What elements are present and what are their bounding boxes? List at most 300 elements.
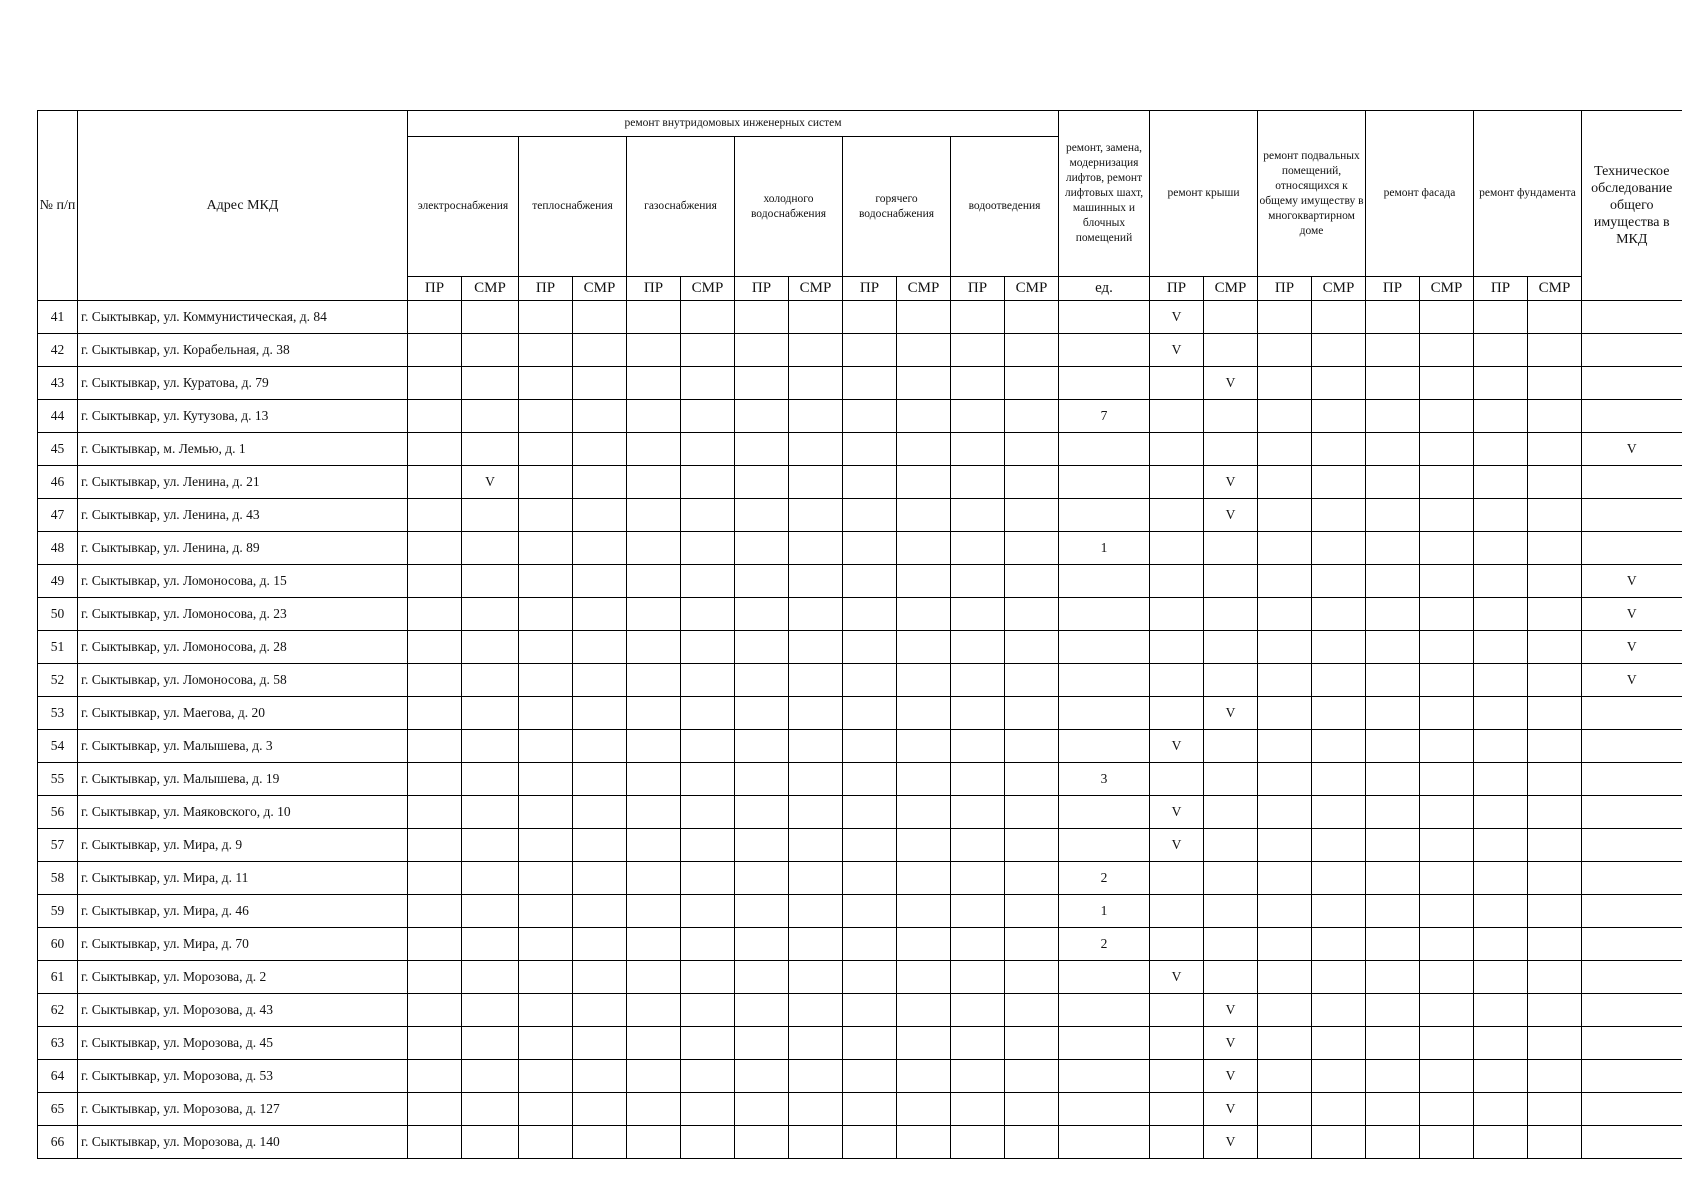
row-cell	[1005, 367, 1059, 400]
row-cell	[681, 895, 735, 928]
row-cell	[1059, 1060, 1150, 1093]
row-cell	[897, 301, 951, 334]
row-cell	[1005, 1093, 1059, 1126]
row-cell	[1420, 1126, 1474, 1159]
row-cell	[1474, 664, 1528, 697]
table-row	[38, 763, 1682, 796]
row-cell	[519, 334, 573, 367]
row-cell	[897, 1126, 951, 1159]
row-cell	[1312, 1093, 1366, 1126]
row-cell	[1312, 466, 1366, 499]
row-cell	[1312, 697, 1366, 730]
row-cell	[1582, 334, 1682, 367]
row-cell: V	[1204, 697, 1258, 730]
row-cell	[1366, 334, 1420, 367]
row-cell	[735, 697, 789, 730]
header-roof: ремонт крыши	[1150, 111, 1258, 277]
row-cell	[1150, 631, 1204, 664]
row-cell	[519, 928, 573, 961]
row-cell	[897, 928, 951, 961]
row-cell	[951, 631, 1005, 664]
row-cell	[1204, 829, 1258, 862]
row-address: г. Сыктывкар, ул. Коммунистическая, д. 84	[78, 301, 408, 334]
row-cell	[1258, 565, 1312, 598]
row-cell	[519, 730, 573, 763]
row-cell	[1005, 565, 1059, 598]
row-cell	[408, 928, 462, 961]
row-cell	[1150, 598, 1204, 631]
row-cell	[627, 697, 681, 730]
row-address: г. Сыктывкар, ул. Ломоносова, д. 23	[78, 598, 408, 631]
row-cell: V	[1204, 1126, 1258, 1159]
row-cell	[1312, 301, 1366, 334]
row-cell	[843, 499, 897, 532]
row-cell	[843, 301, 897, 334]
row-cell	[897, 532, 951, 565]
row-cell	[1420, 1060, 1474, 1093]
row-cell	[1528, 730, 1582, 763]
row-cell	[735, 895, 789, 928]
row-cell	[1366, 763, 1420, 796]
row-cell	[1059, 730, 1150, 763]
row-cell	[462, 499, 519, 532]
row-address: г. Сыктывкар, ул. Морозова, д. 43	[78, 994, 408, 1027]
row-cell	[1366, 1027, 1420, 1060]
row-cell	[843, 433, 897, 466]
row-cell	[1528, 433, 1582, 466]
row-cell	[1366, 730, 1420, 763]
row-address: г. Сыктывкар, ул. Мира, д. 11	[78, 862, 408, 895]
row-cell	[681, 433, 735, 466]
row-cell	[951, 466, 1005, 499]
row-cell	[519, 565, 573, 598]
row-cell	[681, 400, 735, 433]
row-cell	[1005, 1027, 1059, 1060]
row-address: г. Сыктывкар, ул. Маегова, д. 20	[78, 697, 408, 730]
row-cell	[1474, 499, 1528, 532]
row-cell	[573, 301, 627, 334]
row-cell	[897, 400, 951, 433]
row-cell	[408, 730, 462, 763]
row-cell	[1420, 730, 1474, 763]
row-cell	[1059, 466, 1150, 499]
header-smr: СМР	[789, 277, 843, 301]
row-cell	[462, 895, 519, 928]
row-cell	[1258, 763, 1312, 796]
row-cell	[843, 565, 897, 598]
row-address: г. Сыктывкар, ул. Малышева, д. 3	[78, 730, 408, 763]
row-cell	[519, 532, 573, 565]
row-cell	[519, 433, 573, 466]
row-number: 64	[38, 1060, 78, 1093]
row-cell	[1005, 466, 1059, 499]
row-cell: 3	[1059, 763, 1150, 796]
row-cell	[1528, 631, 1582, 664]
row-cell	[627, 334, 681, 367]
row-cell	[1258, 1093, 1312, 1126]
row-cell	[681, 334, 735, 367]
header-pr: ПР	[843, 277, 897, 301]
row-cell	[1528, 763, 1582, 796]
row-cell	[627, 1060, 681, 1093]
row-cell	[519, 895, 573, 928]
row-cell	[843, 631, 897, 664]
row-cell	[735, 565, 789, 598]
row-cell	[1474, 532, 1528, 565]
row-cell	[951, 928, 1005, 961]
table-row	[38, 994, 1682, 1027]
row-cell	[735, 367, 789, 400]
row-cell	[1005, 928, 1059, 961]
row-number: 65	[38, 1093, 78, 1126]
row-cell	[1474, 1060, 1528, 1093]
row-cell	[1204, 433, 1258, 466]
row-cell	[408, 301, 462, 334]
row-cell	[462, 598, 519, 631]
row-cell: 7	[1059, 400, 1150, 433]
row-cell	[1059, 598, 1150, 631]
row-cell	[1204, 334, 1258, 367]
row-cell	[627, 928, 681, 961]
row-cell	[1528, 829, 1582, 862]
row-cell	[1474, 598, 1528, 631]
table-row	[38, 499, 1682, 532]
row-cell	[843, 598, 897, 631]
row-cell	[1366, 829, 1420, 862]
row-cell	[627, 895, 681, 928]
row-cell	[1582, 961, 1682, 994]
row-cell	[1312, 796, 1366, 829]
row-cell	[573, 631, 627, 664]
header-heat: теплоснабжения	[519, 137, 627, 277]
row-cell	[1059, 301, 1150, 334]
row-cell	[1420, 631, 1474, 664]
row-cell	[1420, 334, 1474, 367]
row-cell	[1366, 697, 1420, 730]
row-cell	[627, 1126, 681, 1159]
row-cell	[519, 1093, 573, 1126]
row-cell	[735, 862, 789, 895]
row-cell	[1059, 829, 1150, 862]
row-cell	[951, 895, 1005, 928]
row-cell	[1059, 1126, 1150, 1159]
row-cell	[897, 1093, 951, 1126]
row-cell	[1474, 1093, 1528, 1126]
row-cell: V	[1582, 631, 1682, 664]
row-cell	[897, 631, 951, 664]
row-cell	[627, 301, 681, 334]
row-cell	[1258, 301, 1312, 334]
row-cell	[1258, 730, 1312, 763]
row-cell	[1059, 994, 1150, 1027]
row-cell	[735, 433, 789, 466]
row-cell	[408, 367, 462, 400]
row-cell	[1312, 598, 1366, 631]
row-cell	[843, 1093, 897, 1126]
row-cell	[627, 367, 681, 400]
row-cell	[1258, 499, 1312, 532]
row-cell	[789, 1027, 843, 1060]
row-cell	[1150, 532, 1204, 565]
row-cell	[843, 994, 897, 1027]
row-cell	[1366, 961, 1420, 994]
row-cell	[1258, 961, 1312, 994]
row-cell	[843, 862, 897, 895]
row-cell	[1258, 400, 1312, 433]
row-cell	[897, 730, 951, 763]
row-cell	[843, 664, 897, 697]
row-address: г. Сыктывкар, ул. Ленина, д. 89	[78, 532, 408, 565]
row-cell	[1420, 1027, 1474, 1060]
row-cell	[951, 334, 1005, 367]
row-cell: V	[1204, 1093, 1258, 1126]
row-number: 61	[38, 961, 78, 994]
row-cell	[897, 796, 951, 829]
row-cell	[1582, 400, 1682, 433]
row-address: г. Сыктывкар, ул. Корабельная, д. 38	[78, 334, 408, 367]
table-row	[38, 730, 1682, 763]
row-cell	[789, 565, 843, 598]
header-smr: СМР	[1420, 277, 1474, 301]
row-cell	[951, 301, 1005, 334]
row-address: г. Сыктывкар, ул. Мира, д. 9	[78, 829, 408, 862]
row-cell	[789, 1060, 843, 1093]
row-cell	[462, 400, 519, 433]
header-smr: СМР	[1005, 277, 1059, 301]
table-row	[38, 1093, 1682, 1126]
row-number: 44	[38, 400, 78, 433]
row-cell	[627, 631, 681, 664]
row-cell	[1366, 1126, 1420, 1159]
row-cell	[1005, 862, 1059, 895]
row-cell	[897, 994, 951, 1027]
row-cell	[951, 1027, 1005, 1060]
row-cell	[789, 862, 843, 895]
row-cell	[573, 895, 627, 928]
row-cell	[681, 664, 735, 697]
row-cell	[843, 532, 897, 565]
row-cell	[1005, 532, 1059, 565]
row-cell	[1474, 1027, 1528, 1060]
row-cell: V	[1150, 730, 1204, 763]
row-number: 41	[38, 301, 78, 334]
row-cell	[1005, 730, 1059, 763]
row-cell	[1528, 301, 1582, 334]
row-cell	[1366, 796, 1420, 829]
row-cell	[1420, 961, 1474, 994]
row-number: 42	[38, 334, 78, 367]
row-cell	[1528, 334, 1582, 367]
row-cell	[1150, 400, 1204, 433]
row-cell	[1582, 829, 1682, 862]
row-cell	[1150, 862, 1204, 895]
row-cell	[789, 994, 843, 1027]
header-smr: СМР	[1528, 277, 1582, 301]
row-cell	[1582, 994, 1682, 1027]
row-cell	[519, 631, 573, 664]
row-cell	[408, 631, 462, 664]
row-cell	[1312, 334, 1366, 367]
row-cell	[1582, 367, 1682, 400]
row-cell	[735, 1126, 789, 1159]
row-cell	[1059, 334, 1150, 367]
row-cell	[1005, 631, 1059, 664]
row-cell: V	[1150, 301, 1204, 334]
row-cell	[1474, 334, 1528, 367]
row-cell	[573, 1093, 627, 1126]
row-cell	[735, 730, 789, 763]
row-cell	[681, 565, 735, 598]
row-number: 66	[38, 1126, 78, 1159]
row-cell	[1005, 1060, 1059, 1093]
row-cell	[1528, 1060, 1582, 1093]
row-cell	[789, 1126, 843, 1159]
row-cell	[1420, 895, 1474, 928]
row-cell	[1258, 334, 1312, 367]
row-cell	[1420, 796, 1474, 829]
row-cell	[1312, 994, 1366, 1027]
row-cell	[897, 1027, 951, 1060]
row-number: 59	[38, 895, 78, 928]
row-cell: V	[1204, 994, 1258, 1027]
row-cell	[627, 565, 681, 598]
row-cell	[462, 532, 519, 565]
row-number: 55	[38, 763, 78, 796]
row-cell	[462, 763, 519, 796]
header-smr: СМР	[573, 277, 627, 301]
row-cell	[573, 862, 627, 895]
row-cell	[1528, 598, 1582, 631]
row-cell	[681, 598, 735, 631]
row-cell	[1366, 631, 1420, 664]
header-pr: ПР	[408, 277, 462, 301]
row-cell	[1258, 994, 1312, 1027]
table-row	[38, 433, 1682, 466]
row-cell	[735, 829, 789, 862]
table-row	[38, 796, 1682, 829]
row-cell: V	[1204, 499, 1258, 532]
row-cell	[789, 631, 843, 664]
row-cell	[897, 664, 951, 697]
row-address: г. Сыктывкар, ул. Мира, д. 70	[78, 928, 408, 961]
row-cell	[1005, 961, 1059, 994]
row-cell	[1204, 631, 1258, 664]
row-cell	[519, 367, 573, 400]
header-pr: ПР	[735, 277, 789, 301]
row-cell	[573, 565, 627, 598]
row-cell	[735, 961, 789, 994]
row-cell	[1005, 334, 1059, 367]
row-number: 56	[38, 796, 78, 829]
row-cell	[1528, 928, 1582, 961]
header-pr: ПР	[951, 277, 1005, 301]
row-cell: 1	[1059, 532, 1150, 565]
row-cell	[1150, 565, 1204, 598]
row-cell	[1420, 829, 1474, 862]
row-cell	[1420, 433, 1474, 466]
row-cell	[519, 466, 573, 499]
row-number: 49	[38, 565, 78, 598]
row-cell	[627, 433, 681, 466]
row-cell	[1258, 433, 1312, 466]
header-inspection: Техническое обследование общего имущества в МКД	[1582, 111, 1682, 301]
row-cell	[1312, 895, 1366, 928]
header-lifts: ремонт, замена, модернизация лифтов, ремонт лифтовых шахт, машинных и блочных помещений	[1059, 111, 1150, 277]
row-cell	[735, 664, 789, 697]
row-cell	[573, 796, 627, 829]
row-cell	[1420, 862, 1474, 895]
row-cell	[573, 697, 627, 730]
row-cell	[1150, 664, 1204, 697]
row-cell	[1312, 961, 1366, 994]
row-address: г. Сыктывкар, ул. Малышева, д. 19	[78, 763, 408, 796]
row-cell	[1366, 400, 1420, 433]
row-cell	[1366, 895, 1420, 928]
row-cell	[843, 367, 897, 400]
row-cell	[951, 367, 1005, 400]
row-cell	[1150, 763, 1204, 796]
row-cell	[789, 730, 843, 763]
row-cell	[681, 829, 735, 862]
header-gas: газоснабжения	[627, 137, 735, 277]
row-cell	[462, 829, 519, 862]
row-address: г. Сыктывкар, ул. Ломоносова, д. 28	[78, 631, 408, 664]
row-cell	[897, 334, 951, 367]
row-cell	[789, 598, 843, 631]
row-cell	[627, 466, 681, 499]
header-cold-water: холодного водоснабжения	[735, 137, 843, 277]
row-cell	[573, 664, 627, 697]
row-cell	[462, 1093, 519, 1126]
row-cell	[1366, 301, 1420, 334]
row-cell	[1150, 697, 1204, 730]
row-cell	[681, 1126, 735, 1159]
table-row	[38, 400, 1682, 433]
row-number: 62	[38, 994, 78, 1027]
row-cell	[681, 631, 735, 664]
row-cell	[1005, 598, 1059, 631]
row-cell	[462, 994, 519, 1027]
row-cell	[462, 367, 519, 400]
table-row	[38, 598, 1682, 631]
row-cell	[573, 1060, 627, 1093]
row-cell	[1582, 532, 1682, 565]
table-row	[38, 928, 1682, 961]
row-cell	[681, 994, 735, 1027]
row-cell	[1528, 466, 1582, 499]
row-cell	[519, 1126, 573, 1159]
row-cell	[1150, 895, 1204, 928]
row-cell	[1312, 730, 1366, 763]
row-cell	[951, 1093, 1005, 1126]
row-cell	[627, 763, 681, 796]
row-cell	[1005, 829, 1059, 862]
row-cell	[1258, 928, 1312, 961]
row-cell	[951, 499, 1005, 532]
row-cell	[1528, 1027, 1582, 1060]
row-cell	[573, 961, 627, 994]
row-cell	[1258, 895, 1312, 928]
table-row	[38, 367, 1682, 400]
row-cell	[1312, 532, 1366, 565]
table-header	[38, 111, 1682, 301]
row-cell	[1528, 961, 1582, 994]
row-cell	[1582, 1093, 1682, 1126]
row-cell	[1312, 664, 1366, 697]
row-cell: V	[1204, 367, 1258, 400]
row-cell	[681, 928, 735, 961]
row-cell	[735, 631, 789, 664]
